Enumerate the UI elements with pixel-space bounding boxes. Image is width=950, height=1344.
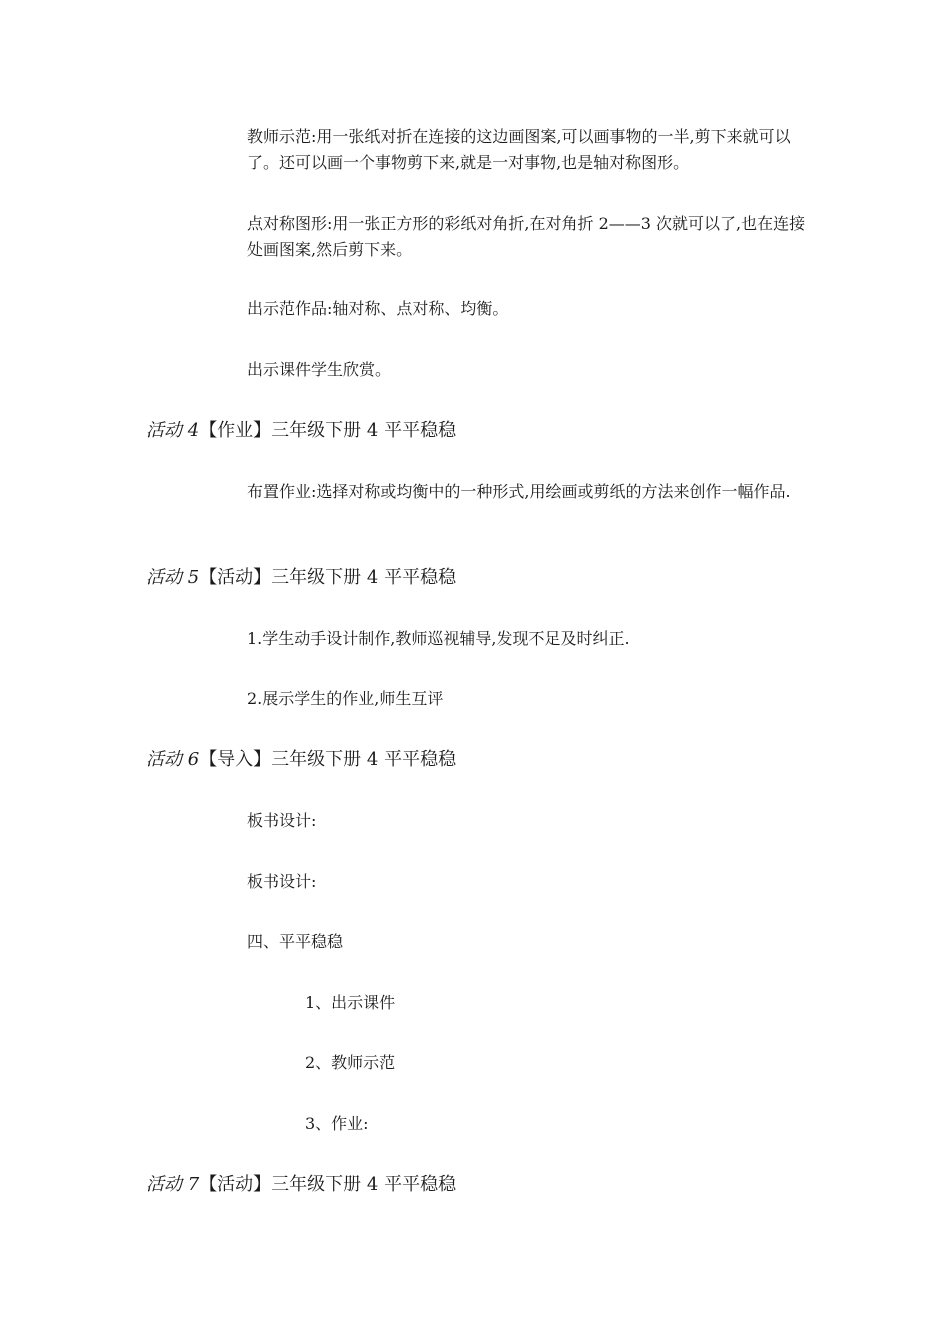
paragraph-homework: 布置作业:选择对称或均衡中的一种形式,用绘画或剪纸的方法来创作一幅作品. [247, 482, 791, 501]
paragraph-point-symmetry: 点对称图形:用一张正方形的彩纸对角折,在对角折 2——3 次就可以了,也在连接处画图案,然后剪下来。 [247, 214, 806, 259]
activity-title: 【作业】三年级下册 4 平平稳稳 [199, 420, 457, 441]
activity-number: 活动 6 [146, 749, 200, 770]
activity-title: 【导入】三年级下册 4 平平稳稳 [199, 749, 457, 770]
activity-title: 【活动】三年级下册 4 平平稳稳 [199, 1174, 457, 1195]
paragraph-lesson-title: 四、平平稳稳 [247, 932, 344, 951]
list-item: 1、出示课件 [305, 993, 396, 1012]
paragraph-teacher-demo: 教师示范:用一张纸对折在连接的这边画图案,可以画事物的一半,剪下来就可以了。还可以画一个事物剪下来,就是一对事物,也是轴对称图形。 [247, 127, 791, 172]
activity-heading-6 [146, 747, 456, 773]
activity-number: 活动 4 [146, 420, 200, 441]
paragraph-show-courseware: 出示课件学生欣赏。 [247, 360, 392, 379]
paragraph-show-works: 出示范作品:轴对称、点对称、均衡。 [247, 299, 509, 318]
activity-title: 【活动】三年级下册 4 平平稳稳 [199, 567, 457, 588]
activity-number: 活动 7 [146, 1174, 200, 1195]
activity-number: 活动 5 [146, 567, 200, 588]
list-item: 2、教师示范 [305, 1053, 396, 1072]
activity-heading-7 [146, 1172, 456, 1198]
paragraph-student-work: 1.学生动手设计制作,教师巡视辅导,发现不足及时纠正. [247, 629, 630, 648]
paragraph-board-design: 板书设计: [247, 811, 317, 830]
paragraph-show-homework: 2.展示学生的作业,师生互评 [247, 689, 444, 708]
list-item: 3、作业: [305, 1114, 369, 1133]
activity-heading-5 [146, 565, 456, 591]
paragraph-board-design: 板书设计: [247, 872, 317, 891]
activity-heading-4 [146, 418, 456, 444]
